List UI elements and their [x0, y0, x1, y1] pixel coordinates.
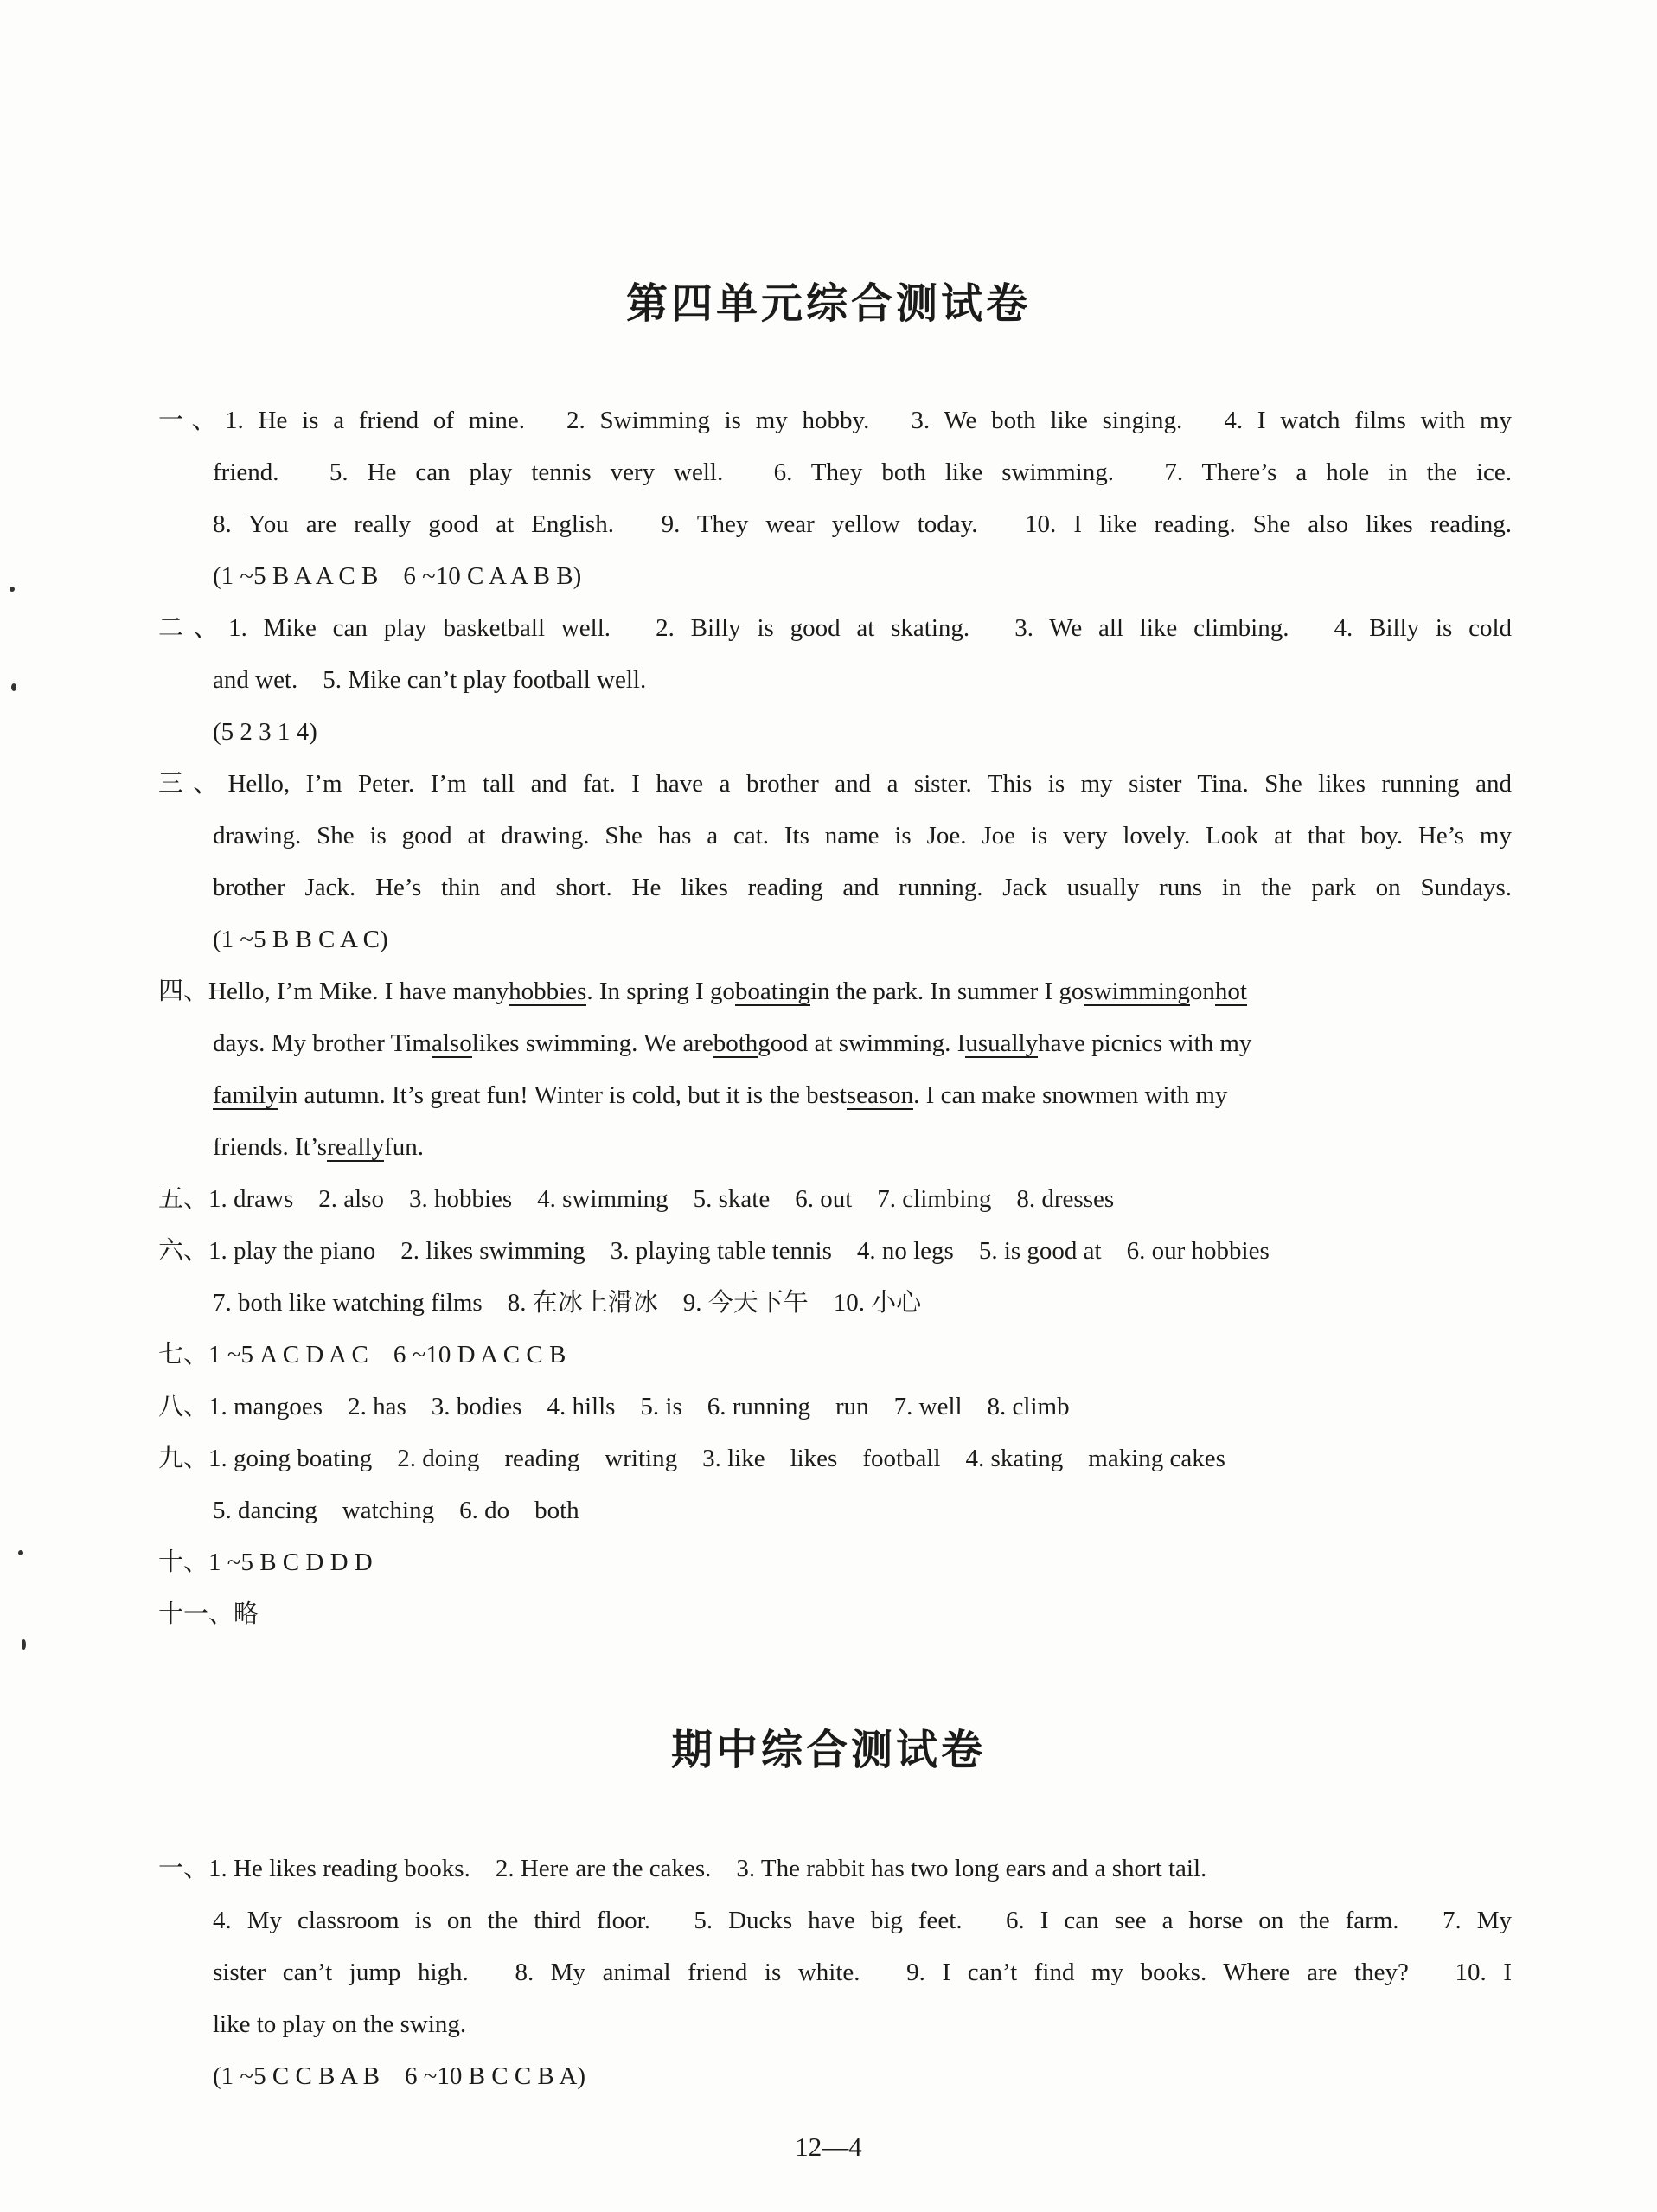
s4-line4 — [213, 1130, 1512, 1164]
s3-line2: drawing. She is good at drawing. She has a cat. Its name is Joe. Joe is very lovely. Look at that boy. He’s my — [213, 822, 1512, 850]
underlined-word: usually — [965, 1029, 1039, 1057]
s6-line1: 六、1. play the piano 2. likes swimming 3. playing table tennis 4. no legs 5. is good at 6. our hobbies — [158, 1237, 1270, 1265]
s1-line3: 8. You are really good at English. 9. They wear yellow today. 10. I like reading. She also likes reading. — [213, 510, 1512, 538]
s4-text: in the park. In summer I go — [809, 978, 1084, 1005]
s10-line: 十、1 ~5 B C D D D — [158, 1548, 373, 1576]
s4-text: on — [1189, 978, 1215, 1005]
underlined-word: family — [213, 1081, 278, 1109]
underlined-word: hobbies — [509, 978, 587, 1005]
s5-line: 五、1. draws 2. also 3. hobbies 4. swimming 5. skate 6. out 7. climbing 8. dresses — [158, 1185, 1115, 1213]
underlined-word: both — [713, 1029, 758, 1057]
s3-line3: brother Jack. He’s thin and short. He likes reading and running. Jack usually runs in the park on Sundays. — [213, 874, 1512, 901]
s4-text: in autumn. It’s great fun! Winter is cold, but it is the best — [278, 1081, 847, 1109]
underlined-word: hot — [1214, 978, 1247, 1005]
s4-text: fun. — [384, 1133, 425, 1161]
s3-line1: 三、Hello, I’m Peter. I’m tall and fat. I have a brother and a sister. This is my sister Tina. She likes running and — [158, 770, 1512, 798]
s2-line3: (5 2 3 1 4) — [213, 718, 317, 746]
s4-line2 — [213, 1026, 1512, 1061]
s1-line1: 一、1. He is a friend of mine. 2. Swimming is my hobby. 3. We both like singing. 4. I watch films with my — [158, 407, 1512, 434]
s2-line1: 二、1. Mike can play basketball well. 2. Billy is good at skating. 3. We all like climbing. 4. Billy is cold — [158, 614, 1512, 642]
unit4-title: 第四单元综合测试卷 — [625, 279, 1031, 328]
s4-line3 — [213, 1078, 1512, 1112]
mid-s1-line2: 4. My classroom is on the third floor. 5. Ducks have big feet. 6. I can see a horse on the farm. 7. My — [213, 1907, 1512, 1934]
s4-line1 — [158, 974, 1512, 1009]
mid-s1-line3: sister can’t jump high. 8. My animal friend is white. 9. I can’t find my books. Where are they? 10. I — [213, 1959, 1512, 1986]
s4-text: . In spring I go — [586, 978, 735, 1005]
s2-line2: and wet. 5. Mike can’t play football well. — [213, 666, 647, 694]
s1-line4: (1 ~5 B A A C B 6 ~10 C A A B B) — [213, 562, 582, 590]
s7-line: 七、1 ~5 A C D A C 6 ~10 D A C C B — [158, 1341, 566, 1369]
s6-line2: 7. both like watching films 8. 在冰上滑冰 9. 今天下午 10. 小心 — [213, 1289, 922, 1317]
underlined-word: also — [431, 1029, 472, 1057]
s9-line2: 5. dancing watching 6. do both — [213, 1497, 579, 1524]
underlined-word: really — [327, 1133, 385, 1161]
s4-text: 四、Hello, I’m Mike. I have many — [158, 978, 509, 1005]
midterm-title: 期中综合测试卷 — [670, 1726, 986, 1774]
scan-dot-4 — [22, 1639, 26, 1650]
s8-line: 八、1. mangoes 2. has 3. bodies 4. hills 5. is 6. running run 7. well 8. climb — [158, 1393, 1070, 1420]
underlined-word: boating — [734, 978, 810, 1005]
scan-dot-1 — [10, 587, 15, 592]
mid-s1-line1: 一、1. He likes reading books. 2. Here are the cakes. 3. The rabbit has two long ears and a short tail. — [158, 1855, 1207, 1882]
s1-line2: friend. 5. He can play tennis very well. 6. They both like swimming. 7. There’s a hole in the ice. — [213, 458, 1512, 486]
underlined-word: season — [846, 1081, 914, 1109]
page-number: 12—4 — [795, 2132, 862, 2162]
s9-line1: 九、1. going boating 2. doing reading writing 3. like likes football 4. skating making cakes — [158, 1445, 1225, 1472]
s4-text: . I can make snowmen with my — [913, 1081, 1228, 1109]
underlined-word: swimming — [1084, 978, 1190, 1005]
s11-line: 十一、略 — [158, 1600, 259, 1628]
mid-s1-line5: (1 ~5 C C B A B 6 ~10 B C C B A) — [213, 2062, 586, 2090]
s4-text: likes swimming. We are — [471, 1029, 713, 1057]
s4-text: days. My brother Tim — [213, 1029, 432, 1057]
scan-dot-3 — [18, 1550, 23, 1555]
s4-text: friends. It’s — [213, 1133, 328, 1161]
s3-line4: (1 ~5 B B C A C) — [213, 926, 388, 953]
s4-text: good at swimming. I — [758, 1029, 966, 1057]
s4-text: have picnics with my — [1038, 1029, 1252, 1057]
mid-s1-line4: like to play on the swing. — [213, 2010, 467, 2038]
scan-dot-2 — [11, 683, 16, 691]
